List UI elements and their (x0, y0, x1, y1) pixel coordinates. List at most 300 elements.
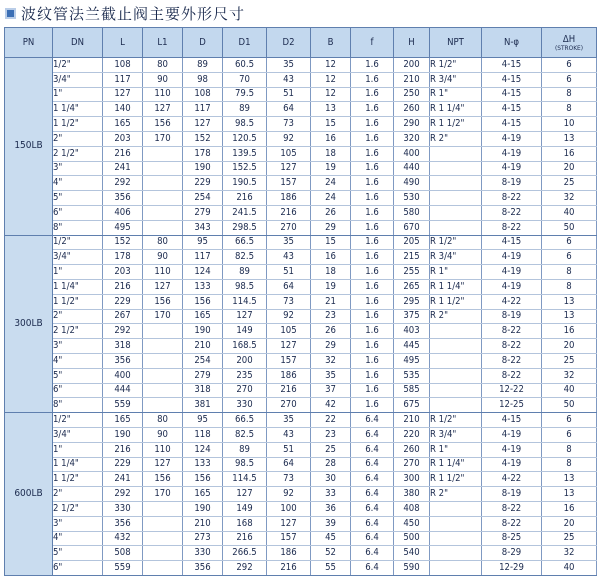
cell-d1: 98.5 (223, 457, 267, 472)
cell-d1: 152.5 (223, 161, 267, 176)
cell-d2: 92 (267, 487, 311, 502)
dimension-table (4, 27, 597, 576)
cell-l: 203 (103, 265, 143, 280)
cell-l: 229 (103, 457, 143, 472)
cell-d1: 216 (223, 191, 267, 206)
cell-l: 356 (103, 353, 143, 368)
cell-d1: 60.5 (223, 58, 267, 73)
cell-d2: 127 (267, 339, 311, 354)
cell-npt (430, 353, 482, 368)
cell-delta-h: 6 (542, 413, 597, 428)
cell-f: 1.6 (351, 205, 394, 220)
cell-d1: 200 (223, 353, 267, 368)
cell-b: 16 (311, 131, 351, 146)
col-header-f: f (351, 28, 394, 58)
cell-l: 165 (103, 413, 143, 428)
cell-h: 440 (394, 161, 430, 176)
cell-b: 19 (311, 279, 351, 294)
cell-b: 12 (311, 72, 351, 87)
cell-l1: 156 (143, 294, 183, 309)
cell-delta-h: 8 (542, 442, 597, 457)
cell-b: 42 (311, 398, 351, 413)
cell-d1: 127 (223, 309, 267, 324)
cell-d1: 292 (223, 561, 267, 576)
cell-n-phi: 4-19 (482, 427, 542, 442)
cell-d: 279 (183, 205, 223, 220)
cell-d2: 92 (267, 309, 311, 324)
cell-n-phi: 8-29 (482, 546, 542, 561)
col-header-l1: L1 (143, 28, 183, 58)
cell-l: 140 (103, 102, 143, 117)
cell-b: 52 (311, 546, 351, 561)
cell-d2: 270 (267, 398, 311, 413)
cell-dn: 3" (53, 339, 103, 354)
cell-delta-h: 20 (542, 516, 597, 531)
cell-delta-h: 20 (542, 161, 597, 176)
cell-npt (430, 546, 482, 561)
cell-npt: R 3/4" (430, 72, 482, 87)
cell-d: 273 (183, 531, 223, 546)
cell-b: 29 (311, 339, 351, 354)
cell-d2: 270 (267, 220, 311, 235)
cell-f: 1.6 (351, 161, 394, 176)
cell-npt: R 1 1/4" (430, 279, 482, 294)
cell-npt: R 1/2" (430, 235, 482, 250)
cell-l1: 170 (143, 487, 183, 502)
cell-l1 (143, 176, 183, 191)
cell-l: 165 (103, 117, 143, 132)
cell-n-phi: 8-25 (482, 531, 542, 546)
cell-b: 23 (311, 309, 351, 324)
cell-h: 408 (394, 501, 430, 516)
cell-delta-h: 8 (542, 265, 597, 280)
cell-f: 1.6 (351, 117, 394, 132)
cell-b: 15 (311, 117, 351, 132)
col-header-dn: DN (53, 28, 103, 58)
cell-f: 1.6 (351, 191, 394, 206)
cell-d2: 157 (267, 353, 311, 368)
cell-b: 16 (311, 250, 351, 265)
cell-l: 229 (103, 294, 143, 309)
cell-dn: 6" (53, 205, 103, 220)
cell-l: 152 (103, 235, 143, 250)
table-row (5, 191, 597, 206)
cell-delta-h: 6 (542, 72, 597, 87)
cell-f: 1.6 (351, 87, 394, 102)
table-row (5, 546, 597, 561)
cell-d2: 64 (267, 457, 311, 472)
cell-npt (430, 191, 482, 206)
cell-dn: 2 1/2" (53, 501, 103, 516)
cell-dn: 3/4" (53, 250, 103, 265)
cell-d: 117 (183, 102, 223, 117)
cell-f: 1.6 (351, 398, 394, 413)
cell-delta-h: 13 (542, 131, 597, 146)
col-header-npt: NPT (430, 28, 482, 58)
cell-f: 1.6 (351, 72, 394, 87)
cell-l1 (143, 368, 183, 383)
cell-l1: 127 (143, 457, 183, 472)
cell-f: 1.6 (351, 383, 394, 398)
cell-npt (430, 561, 482, 576)
cell-dn: 2" (53, 309, 103, 324)
cell-l: 117 (103, 72, 143, 87)
cell-b: 45 (311, 531, 351, 546)
cell-dn: 2" (53, 131, 103, 146)
cell-f: 1.6 (351, 339, 394, 354)
cell-dn: 2" (53, 487, 103, 502)
cell-l1 (143, 546, 183, 561)
cell-d2: 73 (267, 117, 311, 132)
cell-d1: 66.5 (223, 235, 267, 250)
stroke-label: (STROKE) (554, 43, 584, 52)
cell-l1: 170 (143, 309, 183, 324)
cell-delta-h: 16 (542, 324, 597, 339)
cell-delta-h: 20 (542, 339, 597, 354)
cell-d: 124 (183, 265, 223, 280)
cell-d1: 168 (223, 516, 267, 531)
cell-dn: 2 1/2" (53, 146, 103, 161)
cell-npt (430, 368, 482, 383)
cell-d2: 43 (267, 72, 311, 87)
cell-npt: R 2" (430, 131, 482, 146)
cell-h: 295 (394, 294, 430, 309)
cell-delta-h: 50 (542, 220, 597, 235)
cell-n-phi: 8-22 (482, 324, 542, 339)
cell-l1 (143, 339, 183, 354)
cell-d: 133 (183, 279, 223, 294)
cell-h: 445 (394, 339, 430, 354)
table-row (5, 161, 597, 176)
table-row (5, 235, 597, 250)
cell-l1 (143, 516, 183, 531)
cell-dn: 1 1/2" (53, 117, 103, 132)
cell-l1: 110 (143, 87, 183, 102)
cell-b: 30 (311, 472, 351, 487)
cell-l: 559 (103, 398, 143, 413)
cell-l1: 90 (143, 72, 183, 87)
cell-f: 6.4 (351, 546, 394, 561)
cell-f: 6.4 (351, 442, 394, 457)
table-row (5, 442, 597, 457)
cell-l1 (143, 324, 183, 339)
cell-f: 1.6 (351, 294, 394, 309)
cell-l: 356 (103, 191, 143, 206)
cell-f: 6.4 (351, 472, 394, 487)
cell-n-phi: 4-22 (482, 294, 542, 309)
cell-d: 156 (183, 472, 223, 487)
cell-delta-h: 32 (542, 191, 597, 206)
col-header-d: D (183, 28, 223, 58)
cell-l: 292 (103, 324, 143, 339)
cell-d: 95 (183, 413, 223, 428)
cell-d: 108 (183, 87, 223, 102)
cell-delta-h: 8 (542, 102, 597, 117)
cell-f: 6.4 (351, 487, 394, 502)
cell-d: 318 (183, 383, 223, 398)
cell-h: 270 (394, 457, 430, 472)
cell-l1 (143, 398, 183, 413)
table-row (5, 220, 597, 235)
pn-cell: 300LB (5, 235, 53, 413)
cell-d2: 43 (267, 250, 311, 265)
cell-l: 241 (103, 472, 143, 487)
col-header-d1: D1 (223, 28, 267, 58)
cell-h: 675 (394, 398, 430, 413)
cell-d1: 235 (223, 368, 267, 383)
cell-d: 210 (183, 339, 223, 354)
cell-b: 19 (311, 161, 351, 176)
cell-l: 267 (103, 309, 143, 324)
cell-h: 670 (394, 220, 430, 235)
cell-d2: 186 (267, 191, 311, 206)
cell-b: 36 (311, 501, 351, 516)
cell-npt (430, 339, 482, 354)
cell-h: 265 (394, 279, 430, 294)
cell-h: 215 (394, 250, 430, 265)
pn-cell: 600LB (5, 413, 53, 576)
cell-dn: 1 1/4" (53, 102, 103, 117)
cell-f: 1.6 (351, 131, 394, 146)
cell-npt: R 3/4" (430, 427, 482, 442)
cell-d2: 35 (267, 58, 311, 73)
square-bullet-icon (5, 8, 16, 19)
cell-b: 32 (311, 353, 351, 368)
cell-delta-h: 8 (542, 457, 597, 472)
cell-h: 500 (394, 531, 430, 546)
cell-d2: 35 (267, 235, 311, 250)
cell-l: 216 (103, 279, 143, 294)
cell-h: 490 (394, 176, 430, 191)
cell-d2: 100 (267, 501, 311, 516)
cell-d1: 82.5 (223, 250, 267, 265)
cell-d2: 105 (267, 324, 311, 339)
cell-f: 6.4 (351, 427, 394, 442)
cell-d2: 73 (267, 294, 311, 309)
table-row (5, 324, 597, 339)
cell-delta-h: 13 (542, 472, 597, 487)
cell-h: 400 (394, 146, 430, 161)
table-row (5, 309, 597, 324)
cell-d2: 64 (267, 102, 311, 117)
cell-npt: R 1 1/4" (430, 457, 482, 472)
cell-h: 260 (394, 442, 430, 457)
cell-l1 (143, 161, 183, 176)
cell-l: 444 (103, 383, 143, 398)
cell-delta-h: 13 (542, 309, 597, 324)
cell-l1 (143, 191, 183, 206)
col-header-d2: D2 (267, 28, 311, 58)
cell-d2: 157 (267, 531, 311, 546)
delta-h-label: ΔH (562, 33, 576, 45)
cell-f: 1.6 (351, 235, 394, 250)
cell-d: 190 (183, 501, 223, 516)
cell-dn: 1" (53, 442, 103, 457)
cell-l1 (143, 220, 183, 235)
cell-d1: 120.5 (223, 131, 267, 146)
cell-n-phi: 4-15 (482, 102, 542, 117)
cell-n-phi: 4-19 (482, 279, 542, 294)
cell-delta-h: 25 (542, 353, 597, 368)
cell-f: 1.6 (351, 279, 394, 294)
cell-d: 156 (183, 294, 223, 309)
header-row (5, 28, 597, 58)
cell-d1: 298.5 (223, 220, 267, 235)
cell-l: 356 (103, 516, 143, 531)
cell-b: 28 (311, 457, 351, 472)
cell-n-phi: 8-22 (482, 516, 542, 531)
cell-d: 279 (183, 368, 223, 383)
col-header-l: L (103, 28, 143, 58)
cell-n-phi: 4-15 (482, 87, 542, 102)
cell-l1 (143, 205, 183, 220)
cell-dn: 1 1/4" (53, 279, 103, 294)
cell-l1: 170 (143, 131, 183, 146)
cell-f: 6.4 (351, 457, 394, 472)
cell-h: 210 (394, 413, 430, 428)
cell-d2: 127 (267, 516, 311, 531)
cell-d1: 139.5 (223, 146, 267, 161)
cell-n-phi: 4-22 (482, 472, 542, 487)
cell-f: 6.4 (351, 413, 394, 428)
cell-delta-h: 40 (542, 383, 597, 398)
cell-l: 330 (103, 501, 143, 516)
cell-npt: R 1 1/2" (430, 117, 482, 132)
cell-d2: 73 (267, 472, 311, 487)
cell-d: 89 (183, 58, 223, 73)
cell-delta-h: 32 (542, 546, 597, 561)
cell-d1: 98.5 (223, 117, 267, 132)
table-row (5, 87, 597, 102)
cell-d1: 79.5 (223, 87, 267, 102)
col-header-pn: PN (5, 28, 53, 58)
cell-b: 33 (311, 487, 351, 502)
cell-n-phi: 8-19 (482, 487, 542, 502)
cell-b: 21 (311, 294, 351, 309)
cell-b: 12 (311, 87, 351, 102)
table-row (5, 353, 597, 368)
cell-dn: 5" (53, 546, 103, 561)
table-row (5, 531, 597, 546)
table-row (5, 383, 597, 398)
cell-n-phi: 8-22 (482, 191, 542, 206)
cell-delta-h: 10 (542, 117, 597, 132)
cell-d: 98 (183, 72, 223, 87)
cell-d: 381 (183, 398, 223, 413)
cell-d2: 105 (267, 146, 311, 161)
cell-f: 6.4 (351, 516, 394, 531)
cell-h: 200 (394, 58, 430, 73)
cell-delta-h: 16 (542, 146, 597, 161)
cell-n-phi: 8-22 (482, 501, 542, 516)
cell-h: 210 (394, 72, 430, 87)
cell-d: 133 (183, 457, 223, 472)
cell-h: 205 (394, 235, 430, 250)
cell-dn: 1/2" (53, 413, 103, 428)
cell-l1 (143, 353, 183, 368)
cell-l: 241 (103, 161, 143, 176)
cell-npt: R 1 1/2" (430, 294, 482, 309)
cell-l: 108 (103, 58, 143, 73)
cell-npt: R 2" (430, 487, 482, 502)
cell-n-phi: 12-25 (482, 398, 542, 413)
cell-d1: 149 (223, 501, 267, 516)
cell-d2: 157 (267, 176, 311, 191)
cell-npt (430, 398, 482, 413)
cell-n-phi: 12-22 (482, 383, 542, 398)
cell-b: 25 (311, 442, 351, 457)
cell-delta-h: 8 (542, 87, 597, 102)
cell-d: 95 (183, 235, 223, 250)
cell-n-phi: 8-22 (482, 220, 542, 235)
cell-f: 1.6 (351, 265, 394, 280)
cell-h: 320 (394, 131, 430, 146)
cell-h: 580 (394, 205, 430, 220)
cell-b: 39 (311, 516, 351, 531)
cell-h: 220 (394, 427, 430, 442)
cell-l: 292 (103, 487, 143, 502)
cell-f: 1.6 (351, 102, 394, 117)
cell-n-phi: 4-19 (482, 250, 542, 265)
cell-d: 356 (183, 561, 223, 576)
table-row (5, 205, 597, 220)
cell-d1: 270 (223, 383, 267, 398)
cell-d1: 66.5 (223, 413, 267, 428)
cell-l: 432 (103, 531, 143, 546)
cell-delta-h: 8 (542, 279, 597, 294)
cell-l: 508 (103, 546, 143, 561)
cell-dn: 4" (53, 353, 103, 368)
cell-n-phi: 12-29 (482, 561, 542, 576)
cell-b: 29 (311, 220, 351, 235)
cell-n-phi: 8-22 (482, 205, 542, 220)
cell-d1: 190.5 (223, 176, 267, 191)
cell-delta-h: 6 (542, 58, 597, 73)
cell-d1: 168.5 (223, 339, 267, 354)
cell-b: 22 (311, 413, 351, 428)
cell-h: 375 (394, 309, 430, 324)
cell-d: 124 (183, 442, 223, 457)
cell-dn: 1/2" (53, 58, 103, 73)
cell-l: 127 (103, 87, 143, 102)
cell-delta-h: 6 (542, 235, 597, 250)
cell-l: 406 (103, 205, 143, 220)
cell-d2: 127 (267, 161, 311, 176)
table-row (5, 265, 597, 280)
cell-npt (430, 324, 482, 339)
cell-b: 13 (311, 102, 351, 117)
cell-d1: 89 (223, 442, 267, 457)
cell-npt (430, 205, 482, 220)
table-row (5, 368, 597, 383)
cell-n-phi: 4-19 (482, 457, 542, 472)
cell-l1: 90 (143, 250, 183, 265)
cell-b: 24 (311, 191, 351, 206)
cell-d: 190 (183, 324, 223, 339)
cell-l: 559 (103, 561, 143, 576)
cell-l: 495 (103, 220, 143, 235)
title-bar (0, 0, 600, 26)
cell-dn: 3" (53, 516, 103, 531)
cell-n-phi: 4-15 (482, 58, 542, 73)
cell-dn: 1 1/2" (53, 472, 103, 487)
cell-d: 229 (183, 176, 223, 191)
cell-l1 (143, 561, 183, 576)
cell-f: 1.6 (351, 368, 394, 383)
cell-h: 380 (394, 487, 430, 502)
cell-f: 1.6 (351, 176, 394, 191)
cell-dn: 1 1/2" (53, 294, 103, 309)
